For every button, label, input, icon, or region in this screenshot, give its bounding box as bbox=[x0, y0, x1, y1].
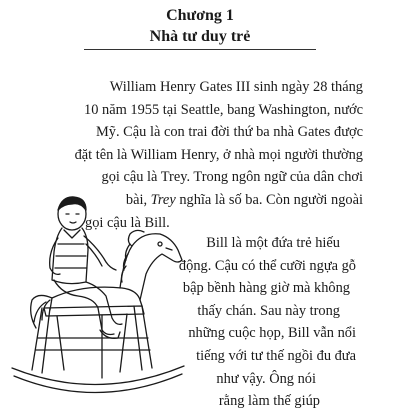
text-fragment: bài, bbox=[125, 191, 151, 208]
text-line: động. Cậu có thể cưỡi ngựa gỗ bbox=[178, 257, 356, 274]
text-line: 10 năm 1955 tại Seattle, bang Washington, nước bbox=[84, 101, 363, 118]
chapter-number: Chương 1 bbox=[166, 7, 234, 24]
text-line: đặt tên là William Henry, ở nhà mọi người thường bbox=[74, 146, 363, 163]
text-line: William Henry Gates III sinh ngày 28 tháng bbox=[109, 79, 363, 95]
text-line: tiếng với tư thế ngồi đu đưa bbox=[196, 347, 356, 364]
text-fragment: nghĩa là số ba. Còn người ngoài bbox=[175, 191, 363, 208]
text-line: gọi cậu là Bill. bbox=[85, 214, 170, 231]
chapter-title: Nhà tư duy trẻ bbox=[149, 28, 251, 45]
text-line: Bill là một đứa trẻ hiếu bbox=[206, 235, 340, 251]
text-line: Mỹ. Cậu là con trai đời thứ ba nhà Gates được bbox=[96, 124, 363, 141]
chapter-heading bbox=[0, 6, 400, 47]
rocker-base bbox=[12, 366, 184, 385]
boy-on-rocking-horse-illustration bbox=[2, 188, 192, 400]
heading-divider bbox=[84, 49, 316, 50]
text-line: gọi cậu là Trey. Trong ngôn ngữ của dân chơi bbox=[101, 169, 363, 186]
italic-term-trey: Trey bbox=[150, 191, 176, 208]
text-line: thấy chán. Sau này trong bbox=[197, 302, 340, 319]
text-line: bập bềnh hàng giờ mà không bbox=[182, 280, 350, 297]
text-line: như vậy. Ông nói bbox=[216, 370, 316, 387]
text-line: những cuộc họp, Bill vẫn nổi bbox=[188, 325, 356, 342]
text-line: rằng làm thế giúp bbox=[218, 393, 320, 410]
